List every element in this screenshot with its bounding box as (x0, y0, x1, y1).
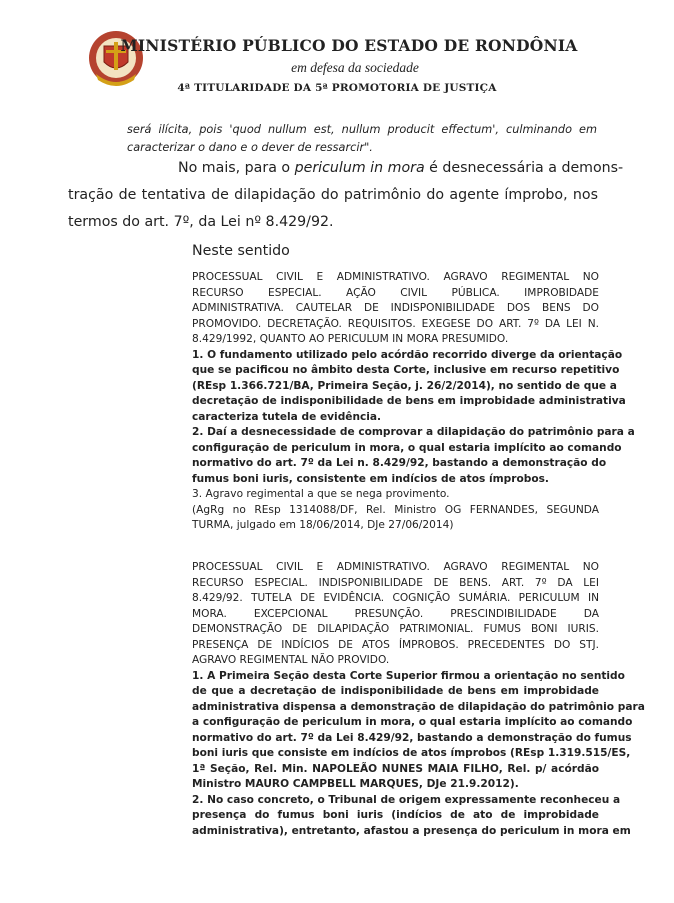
paragraph-line: termos do art. 7º, da Lei nº 8.429/92. (68, 214, 334, 230)
citation-line: DEMONSTRAÇÃO DE DILAPIDAÇÃO PATRIMONIAL. FUMUS BONI IURIS. (192, 623, 599, 635)
citation-bold-line: decretação de indisponibilidade de bens em improbidade administrativa (192, 395, 626, 407)
paragraph-neste-sentido (192, 238, 492, 265)
citation-bold-line: que se pacificou no âmbito desta Corte, inclusive em recurso repetitivo (192, 364, 620, 376)
citation-bold-line: administrativa), entretanto, afastou a presença do periculum in mora em (192, 824, 631, 837)
quote-continuation (127, 121, 597, 157)
citation-line: 8.429/1992, QUANTO AO PERICULUM IN MORA PRESUMIDO. (192, 333, 509, 345)
citation-line: ADMINISTRATIVA. CAUTELAR DE INDISPONIBILIDADE DOS BENS DO (192, 302, 599, 314)
citation-bold-line: 2. No caso concreto, o Tribunal de origem expressamente reconheceu a (192, 793, 621, 806)
citation-bold-line: (REsp 1.366.721/BA, Primeira Seção, j. 26/2/2014), no sentido de que a (192, 379, 617, 392)
citation-bold-line: 1. O fundamento utilizado pelo acórdão recorrido diverge da orientação (192, 348, 623, 361)
citation-line: RECURSO ESPECIAL. AÇÃO CIVIL PÚBLICA. IMPROBIDADE (192, 286, 599, 299)
paragraph-line: tração de tentativa de dilapidação do patrimônio do agente ímprobo, nos (68, 187, 598, 203)
citation-bold-line: fumus boni iuris, consistente em indícios de atos ímprobos. (192, 472, 549, 485)
citation-bold-line: configuração de periculum in mora, o qual estaria implícito ao comando (192, 441, 622, 454)
citation-bold-line: normativo do art. 7º da Lei n. 8.429/92, bastando a demonstração do (192, 457, 607, 469)
paragraph-periculum (68, 155, 624, 236)
citation-line: (AgRg no REsp 1314088/DF, Rel. Ministro OG FERNANDES, SEGUNDA (192, 503, 599, 516)
citation-line: PROMOVIDO. DECRETAÇÃO. REQUISITOS. EXEGESE DO ART. 7º DA LEI N. (192, 317, 599, 330)
citation-bold-line: boni iuris que consiste em indícios de atos ímprobos (REsp 1.319.515/ES, (192, 747, 631, 759)
citation-bold-line: de que a decretação de indisponibilidade de bens em improbidade (192, 685, 599, 697)
citation-bold-line: presença do fumus boni iuris (indícios de ato de improbidade (192, 809, 599, 821)
paragraph-line: No mais, para o periculum in mora é desnecessária a demons- (178, 160, 624, 176)
citation-bold-line: a configuração de periculum in mora, o qual estaria implícito ao comando (192, 716, 633, 728)
citation-line: 8.429/92. TUTELA DE EVIDÊNCIA. COGNIÇÃO SUMÁRIA. PERICULUM IN (192, 592, 599, 604)
citation-line: 3. Agravo regimental a que se nega provimento. (192, 488, 450, 500)
citation-bold-line: Ministro MAURO CAMPBELL MARQUES, DJe 21.9.2012). (192, 778, 519, 790)
citation-second (192, 560, 645, 839)
citation-line: TURMA, julgado em 18/06/2014, DJe 27/06/2014) (192, 519, 454, 531)
citation-bold-line: 1ª Seção, Rel. Min. NAPOLEÃO NUNES MAIA FILHO, Rel. p/ acórdão (192, 762, 599, 775)
quote-line: caracterizar o dano e o dever de ressarcir". (127, 141, 373, 154)
citation-line: AGRAVO REGIMENTAL NÃO PROVIDO. (192, 654, 390, 666)
citation-bold-line: normativo do art. 7º da Lei 8.429/92, bastando a demonstração do fumus (192, 731, 632, 744)
citation-bold-line: caracteriza tutela de evidência. (192, 410, 382, 423)
letterhead (0, 0, 638, 110)
citation-bold-line: 1. A Primeira Seção desta Corte Superior firmou a orientação no sentido (192, 669, 625, 682)
citation-agrg-1314088 (192, 270, 635, 534)
citation-bold-line: 2. Daí a desnecessidade de comprovar a dilapidação do patrimônio para a (192, 426, 635, 438)
citation-bold-line: administrativa dispensa a demonstração de dilapidação do patrimônio para (192, 700, 645, 713)
paragraph-line: Neste sentido (192, 243, 290, 259)
institution-motto: em defesa da sociedade (291, 60, 419, 75)
quote-line: será ilícita, pois 'quod nullum est, nullum producit effectum', culminando em (127, 123, 597, 136)
institution-title: MINISTÉRIO PÚBLICO DO ESTADO DE RONDÔNIA (120, 36, 578, 55)
citation-line: PRESENÇA DE INDÍCIOS DE ATOS ÍMPROBOS. PRECEDENTES DO STJ. (192, 638, 599, 651)
citation-line: RECURSO ESPECIAL. INDISPONIBILIDADE DE BENS. ART. 7º DA LEI (192, 576, 599, 589)
citation-line: PROCESSUAL CIVIL E ADMINISTRATIVO. AGRAVO REGIMENTAL NO (192, 271, 599, 283)
citation-line: MORA. EXCEPCIONAL PRESUNÇÃO. PRESCINDIBILIDADE DA (192, 607, 599, 620)
citation-line: PROCESSUAL CIVIL E ADMINISTRATIVO. AGRAVO REGIMENTAL NO (192, 561, 599, 573)
office-name: 4ª TITULARIDADE DA 5ª PROMOTORIA DE JUSTIÇA (177, 82, 497, 94)
